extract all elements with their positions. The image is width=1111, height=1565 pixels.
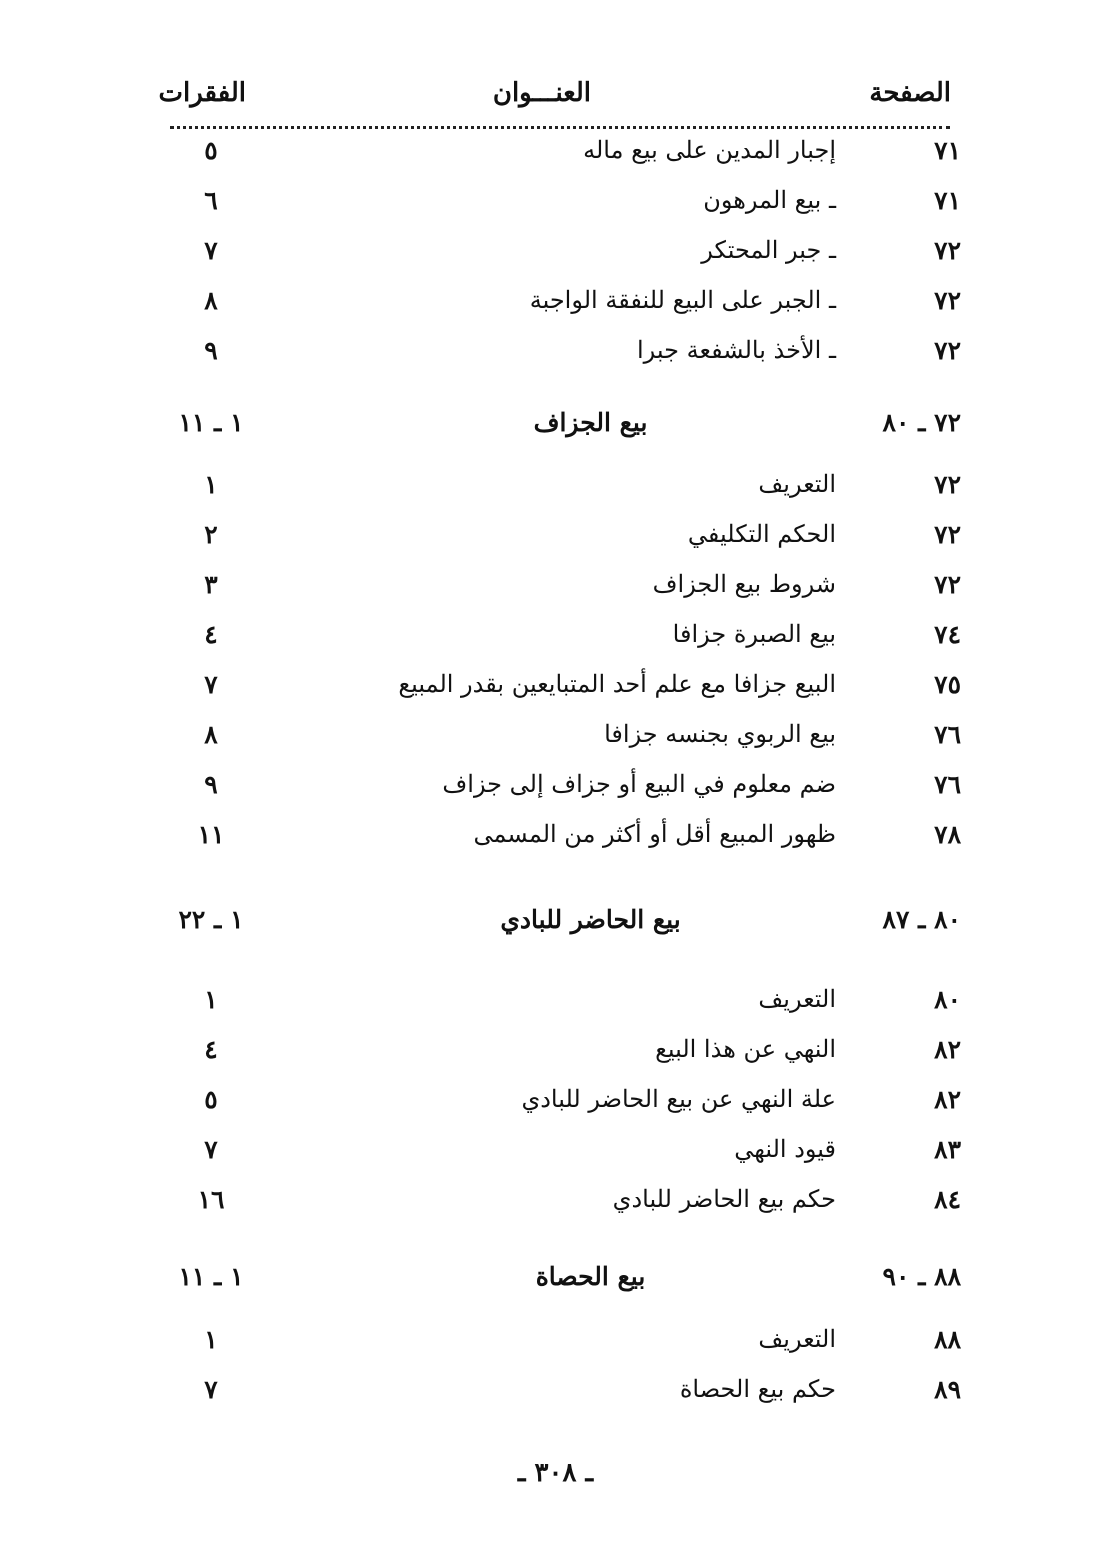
toc-row (0, 720, 1111, 768)
header-title: العنـــوان (492, 78, 591, 108)
toc-entry-title: ـ جبر المحتكر (701, 236, 836, 264)
toc-entry-title: ضم معلوم في البيع أو جزاف إلى جزاف (442, 770, 836, 798)
toc-paragraph-range: ٨ (204, 286, 218, 315)
toc-entry-title: قيود النهي (734, 1135, 836, 1163)
toc-row (0, 136, 1111, 184)
toc-section-row (0, 905, 1111, 953)
toc-paragraph-range: ٨ (204, 720, 218, 749)
toc-row (0, 985, 1111, 1033)
toc-page-number: ٧١ (934, 186, 961, 215)
toc-page-number: ٨٤ (934, 1185, 961, 1214)
toc-section-row (0, 408, 1111, 456)
toc-entry-title: ـ الجبر على البيع للنفقة الواجبة (529, 286, 836, 314)
toc-row (0, 770, 1111, 818)
toc-paragraph-range: ١ (204, 470, 218, 499)
toc-row (0, 670, 1111, 718)
toc-page-number: ٧٥ (934, 670, 961, 699)
toc-page-number: ٨٣ (934, 1135, 961, 1164)
toc-page-number: ٨٨ ـ ٩٠ (882, 1262, 961, 1291)
toc-paragraph-range: ٥ (204, 136, 218, 165)
toc-paragraph-range: ١١ (197, 820, 225, 849)
toc-paragraph-range: ٥ (204, 1085, 218, 1114)
toc-row (0, 520, 1111, 568)
toc-row (0, 186, 1111, 234)
toc-row (0, 820, 1111, 868)
toc-page-number: ٧٦ (934, 770, 961, 799)
toc-entry-title: حكم بيع الحاضر للبادي (612, 1185, 836, 1213)
toc-paragraph-range: ٧ (204, 670, 218, 699)
toc-entry-title: البيع جزافا مع علم أحد المتبايعين بقدر المبيع (398, 670, 836, 698)
toc-page-number: ٧١ (934, 136, 961, 165)
toc-page-number: ٨٨ (934, 1325, 961, 1354)
toc-page-number: ٧٢ (934, 236, 961, 265)
toc-paragraph-range: ٧ (204, 1375, 218, 1404)
toc-section-title-text: بيع الجزاف (533, 408, 648, 437)
toc-paragraph-range: ٧ (204, 236, 218, 265)
toc-entry-title: التعريف (758, 1325, 836, 1353)
toc-paragraph-range: ١ ـ ١١ (178, 1262, 244, 1291)
toc-page-number: ٧٢ (934, 286, 961, 315)
toc-entry-title: علة النهي عن بيع الحاضر للبادي (521, 1085, 836, 1113)
toc-page-number: ٧٢ (934, 470, 961, 499)
toc-row (0, 236, 1111, 284)
toc-paragraph-range: ١ ـ ١١ (178, 408, 244, 437)
toc-entry-title: الحكم التكليفي (687, 520, 836, 548)
toc-entry-title: ـ الأخذ بالشفعة جبرا (637, 336, 836, 364)
toc-entry-title: حكم بيع الحصاة (679, 1375, 836, 1403)
toc-row (0, 1035, 1111, 1083)
toc-row (0, 336, 1111, 384)
toc-row (0, 570, 1111, 618)
toc-page-number: ٧٤ (934, 620, 961, 649)
toc-page-number: ٨٢ (934, 1035, 961, 1064)
toc-entry-title: التعريف (758, 470, 836, 498)
toc-page-number: ٨٢ (934, 1085, 961, 1114)
toc-paragraph-range: ٤ (204, 1035, 218, 1064)
toc-entry-title: شروط بيع الجزاف (652, 570, 836, 598)
toc-page-number: ٧٢ ـ ٨٠ (882, 408, 961, 437)
toc-paragraph-range: ٦ (204, 186, 218, 215)
toc-row (0, 470, 1111, 518)
toc-row (0, 1135, 1111, 1183)
toc-row (0, 620, 1111, 668)
toc-page-number: ٨٠ (934, 985, 961, 1014)
toc-paragraph-range: ١ (204, 1325, 218, 1354)
page-number: ـ ٣٠٨ ـ (517, 1458, 594, 1488)
toc-entry-title: ـ بيع المرهون (703, 186, 836, 214)
toc-page-number: ٧٨ (934, 820, 961, 849)
toc-paragraph-range: ٩ (204, 770, 218, 799)
toc-paragraph-range: ٤ (204, 620, 218, 649)
toc-paragraph-range: ١ (204, 985, 218, 1014)
toc-page-number: ٧٢ (934, 520, 961, 549)
toc-entry-title: بيع الصبرة جزافا (672, 620, 836, 648)
toc-entry-title: ظهور المبيع أقل أو أكثر من المسمى (473, 820, 836, 848)
toc-entry-title: النهي عن هذا البيع (655, 1035, 836, 1063)
toc-row (0, 1185, 1111, 1233)
toc-paragraph-range: ٣ (204, 570, 218, 599)
toc-paragraph-range: ١ ـ ٢٢ (178, 905, 244, 934)
toc-page-number: ٧٢ (934, 336, 961, 365)
toc-entry-title: بيع الربوي بجنسه جزافا (604, 720, 836, 748)
toc-row (0, 1375, 1111, 1423)
toc-row (0, 286, 1111, 334)
toc-entry-title: إجبار المدين على بيع ماله (583, 136, 836, 164)
header-divider (170, 126, 950, 129)
toc-paragraph-range: ٢ (204, 520, 218, 549)
toc-section-title-text: بيع الحصاة (535, 1262, 646, 1291)
toc-section-row (0, 1262, 1111, 1310)
toc-page-number: ٨٩ (934, 1375, 961, 1404)
header-page: الصفحة (869, 78, 951, 108)
toc-paragraph-range: ٧ (204, 1135, 218, 1164)
toc-page-number: ٧٢ (934, 570, 961, 599)
toc-row (0, 1325, 1111, 1373)
toc-page-number: ٧٦ (934, 720, 961, 749)
toc-paragraph-range: ١٦ (197, 1185, 225, 1214)
toc-page-number: ٨٠ ـ ٨٧ (882, 905, 961, 934)
header-paragraphs: الفقرات (158, 78, 246, 108)
toc-paragraph-range: ٩ (204, 336, 218, 365)
toc-row (0, 1085, 1111, 1133)
toc-section-title-text: بيع الحاضر للبادي (500, 905, 681, 934)
toc-entry-title: التعريف (758, 985, 836, 1013)
